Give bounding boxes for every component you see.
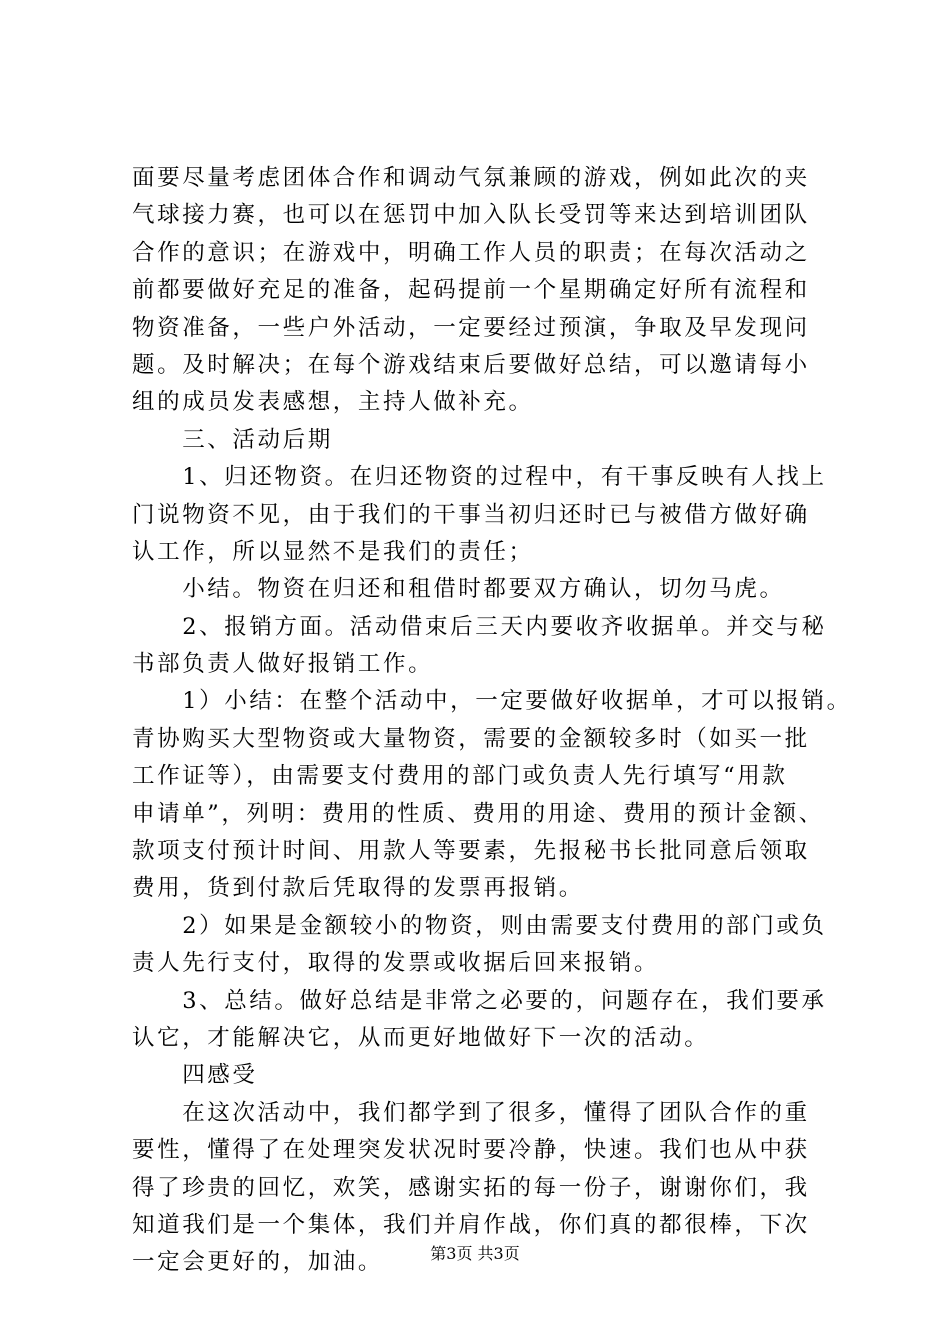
text-line: 组的成员发表感想，主持人做补充。: [132, 389, 534, 416]
text-line: 1）小结：在整个活动中，一定要做好收据单，才可以报销。: [132, 688, 852, 715]
page-number: 第3页 共3页: [430, 1244, 520, 1263]
text-line: 得了珍贵的回忆，欢笑，感谢实拓的每一份子，谢谢你们，我: [132, 1174, 810, 1201]
section-heading: 四感受: [132, 1062, 258, 1089]
text-line: 物资准备，一些户外活动，一定要经过预演，争取及早发现问: [132, 314, 810, 341]
document-body: [132, 160, 852, 1282]
text-line: 合作的意识；在游戏中，明确工作人员的职责；在每次活动之: [132, 239, 810, 266]
text-line: 一定会更好的，加油。: [132, 1249, 384, 1276]
text-line: 要性，懂得了在处理突发状况时要冷静，快速。我们也从中获: [132, 1137, 810, 1164]
text-line: 认它，才能解决它，从而更好地做好下一次的活动。: [132, 1024, 710, 1051]
page-footer: [0, 1242, 950, 1266]
text-line: 小结。物资在归还和租借时都要双方确认，切勿马虎。: [132, 576, 785, 603]
text-line: 青协购买大型物资或大量物资，需要的金额较多时（如买一批: [132, 725, 810, 752]
text-line: 2）如果是金额较小的物资，则由需要支付费用的部门或负: [132, 912, 827, 939]
text-line: 在这次活动中，我们都学到了很多，懂得了团队合作的重: [132, 1099, 810, 1126]
text-line: 门说物资不见，由于我们的干事当初归还时已与被借方做好确: [132, 501, 810, 528]
text-line: 知道我们是一个集体，我们并肩作战，你们真的都很棒，下次: [132, 1211, 810, 1238]
text-line: 气球接力赛，也可以在惩罚中加入队长受罚等来达到培训团队: [132, 202, 810, 229]
text-line: 认工作，所以显然不是我们的责任；: [132, 538, 534, 565]
text-line: 3、总结。做好总结是非常之必要的，问题存在，我们要承: [132, 987, 827, 1014]
text-line: 费用，货到付款后凭取得的发票再报销。: [132, 875, 584, 902]
text-line: 题。及时解决；在每个游戏结束后要做好总结，可以邀请每小: [132, 351, 810, 378]
section-heading: 三、活动后期: [132, 426, 333, 453]
text-line: 面要尽量考虑团体合作和调动气氛兼顾的游戏，例如此次的夹: [132, 165, 810, 191]
text-line: 责人先行支付，取得的发票或收据后回来报销。: [132, 950, 660, 977]
text-line: 款项支付预计时间、用款人等要素，先报秘书长批同意后领取: [132, 838, 810, 865]
text-line: 书部负责人做好报销工作。: [132, 651, 434, 678]
text-line: 工作证等），由需要支付费用的部门或负责人先行填写“用款: [132, 763, 788, 790]
text-line: 1、归还物资。在归还物资的过程中，有干事反映有人找上: [132, 464, 827, 491]
text-line: 2、报销方面。活动借束后三天内要收齐收据单。并交与秘: [132, 613, 827, 640]
text-line: 申请单”，列明：费用的性质、费用的用途、费用的预计金额、: [132, 800, 824, 827]
text-line: 前都要做好充足的准备，起码提前一个星期确定好所有流程和: [132, 277, 810, 304]
